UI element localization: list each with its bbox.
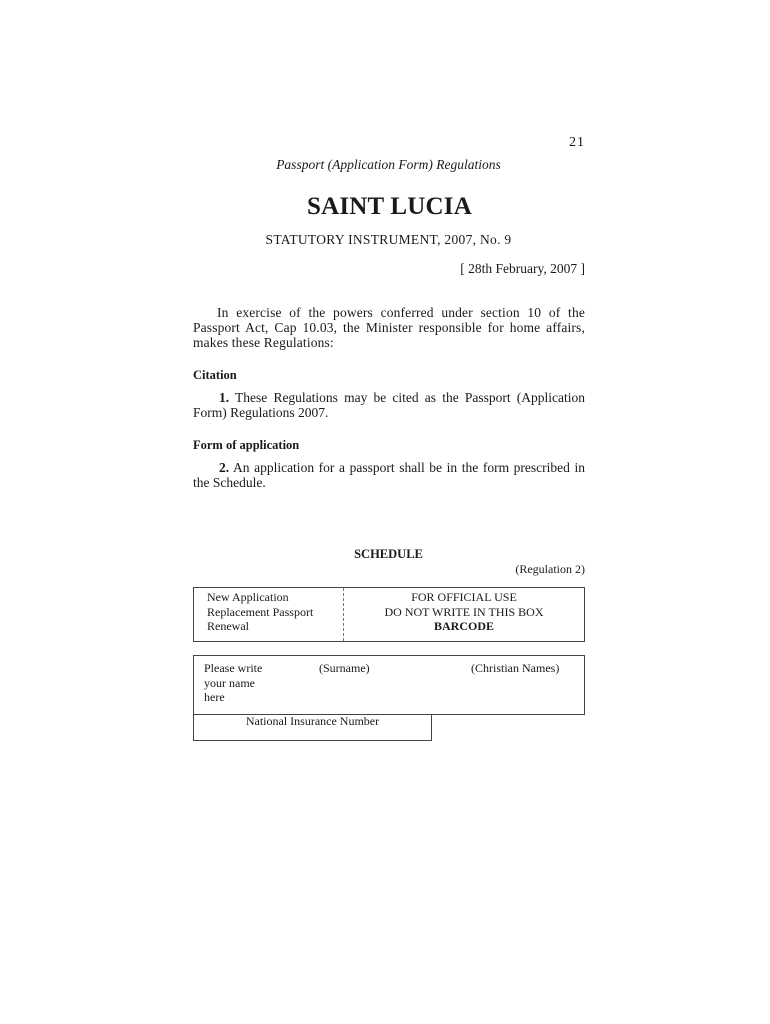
official-use-label: FOR OFFICIAL USE	[411, 590, 517, 604]
running-head: Passport (Application Form) Regulations	[276, 157, 501, 172]
name-prompt	[204, 661, 284, 705]
schedule-title: SCHEDULE	[354, 547, 423, 561]
name-box	[193, 655, 585, 715]
replacement-passport-option: Replacement Passport	[207, 604, 314, 619]
name-prompt-line: here	[204, 690, 225, 704]
citation-heading: Citation	[193, 368, 237, 382]
citation-number: 1.	[219, 390, 230, 405]
application-type-list	[207, 590, 313, 634]
intro-paragraph: In exercise of the powers conferred under section 10 of the Passport Act, Cap 10.03, the Minister responsible for home affairs, makes these Regulations:	[193, 305, 585, 350]
form-of-application-paragraph	[193, 460, 585, 490]
citation-text: These Regulations may be cited as the Passport (Application Form) Regulations 2007.	[193, 390, 585, 420]
application-type-box	[193, 587, 585, 642]
christian-names-field-label: (Christian Names)	[471, 661, 560, 675]
instrument-number: STATUTORY INSTRUMENT, 2007, No. 9	[265, 232, 512, 247]
name-prompt-line: your name	[204, 675, 255, 690]
renewal-option: Renewal	[207, 619, 249, 633]
instrument-date: [ 28th February, 2007 ]	[460, 261, 585, 276]
citation-paragraph	[193, 390, 585, 420]
page-number: 21	[569, 135, 585, 150]
schedule-regulation: (Regulation 2)	[515, 562, 585, 576]
form-number: 2.	[219, 460, 230, 475]
form-text: An application for a passport shall be in the form prescribed in the Schedule.	[193, 460, 585, 490]
name-prompt-line: Please write	[204, 661, 263, 675]
nin-box	[193, 714, 432, 741]
surname-field-label: (Surname)	[319, 661, 370, 675]
do-not-write-label: DO NOT WRITE IN THIS BOX	[384, 604, 544, 619]
document-title: SAINT LUCIA	[307, 193, 472, 220]
nin-field-label: National Insurance Number	[245, 714, 380, 728]
official-use-area	[344, 590, 584, 634]
new-application-option: New Application	[207, 590, 289, 604]
form-of-application-heading: Form of application	[193, 438, 300, 452]
barcode-label: BARCODE	[433, 619, 494, 633]
